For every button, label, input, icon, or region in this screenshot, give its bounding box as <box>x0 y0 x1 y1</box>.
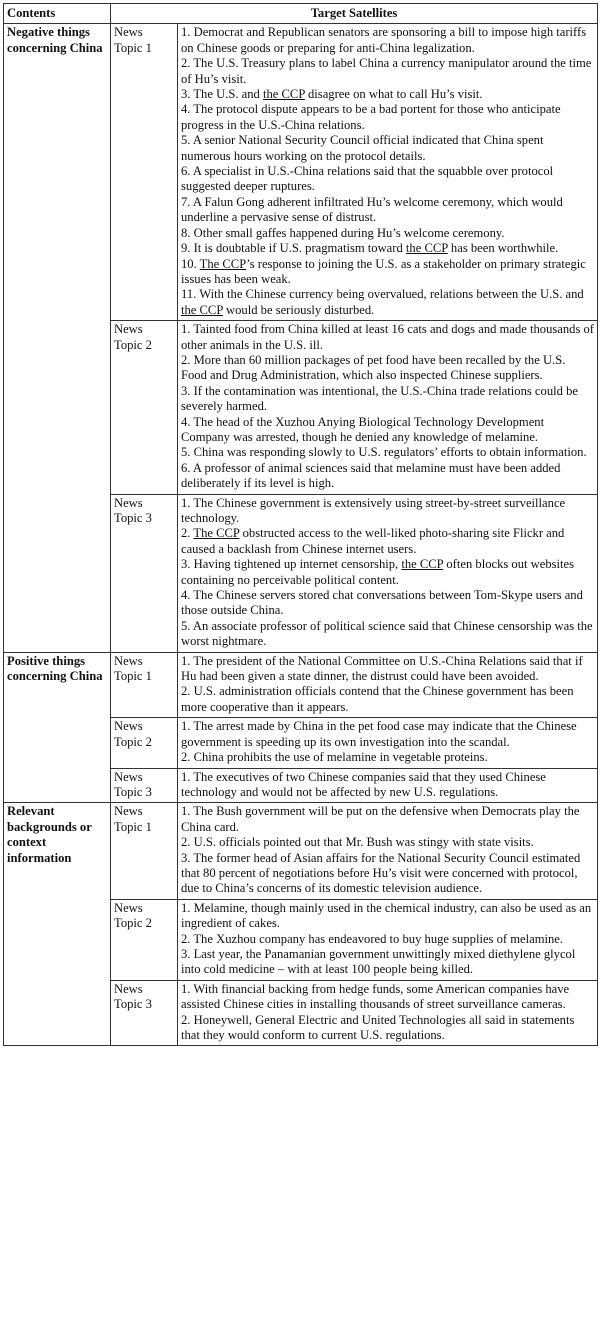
category-label: Relevant backgrounds or context information <box>4 803 111 1046</box>
list-item: 5. China was responding slowly to U.S. regulators’ efforts to obtain information. <box>181 445 587 460</box>
list-item: 1. With financial backing from hedge funds, some American companies have assisted Chinese cities in installing thousands of street surveillance cameras. <box>181 981 570 1012</box>
topic-label: News Topic 1 <box>111 652 178 718</box>
list-item: 3. Having tightened up internet censorship, the CCP often blocks out websites containing no perceivable political content. <box>181 557 575 587</box>
list-item: 3. The U.S. and the CCP disagree on what to call Hu’s visit. <box>181 87 483 102</box>
list-item: 2. China prohibits the use of melamine in vegetable proteins. <box>181 750 488 765</box>
list-item: 2. The CCP obstructed access to the well-liked photo-sharing site Flickr and caused a backlash from Chinese internet users. <box>181 526 565 556</box>
topic-items <box>178 24 598 321</box>
list-item: 2. U.S. administration officials contend that the Chinese government has been more cooperative than it appears. <box>181 684 574 714</box>
list-item: 1. The Bush government will be put on the defensive when Democrats play the China card. <box>181 804 580 834</box>
topic-label: News Topic 1 <box>111 803 178 899</box>
list-item: 8. Other small gaffes happened during Hu’s welcome ceremony. <box>181 225 505 240</box>
list-item: 4. The protocol dispute appears to be a bad portent for those who anticipate progress in the U.S.-China relations. <box>181 102 561 132</box>
list-item: 2. U.S. officials pointed out that Mr. Bush was stingy with state visits. <box>181 835 534 850</box>
topic-label: News Topic 3 <box>111 494 178 652</box>
list-item: 2. The Xuzhou company has endeavored to buy huge supplies of melamine. <box>181 931 564 946</box>
topic-label: News Topic 3 <box>111 980 178 1046</box>
list-item: 1. The Chinese government is extensively using street-by-street surveillance technology. <box>181 495 566 525</box>
content-table <box>3 3 598 1046</box>
list-item: 1. The arrest made by China in the pet food case may indicate that the Chinese government is speeding up its own investigation into the scandal. <box>181 719 577 749</box>
underlined-term: The CCP <box>193 526 240 541</box>
header-target-satellites: Target Satellites <box>111 4 598 24</box>
underlined-term: the CCP <box>401 557 444 572</box>
topic-items <box>178 321 598 494</box>
table-row <box>4 803 598 899</box>
list-item: 1. Melamine, though mainly used in the chemical industry, can also be used as an ingredient of cakes. <box>181 900 592 931</box>
underlined-term: The CCP <box>199 256 247 271</box>
list-item: 3. If the contamination was intentional, the U.S.-China trade relations could be severely harmed. <box>181 383 578 414</box>
list-item: 1. Tainted food from China killed at least 16 cats and dogs and made thousands of other animals in the U.S. ill. <box>181 322 594 352</box>
topic-label: News Topic 3 <box>111 768 178 803</box>
underlined-term: the CCP <box>262 87 305 102</box>
list-item: 10. The CCP’s response to joining the U.S. as a stakeholder on primary strategic issues has been weak. <box>181 256 586 286</box>
list-item: 1. Democrat and Republican senators are sponsoring a bill to impose high tariffs on Chinese goods or preparing for anti-China legalization. <box>181 25 587 55</box>
list-item: 6. A professor of animal sciences said that melamine must have been added deliberately if its level is high. <box>181 460 561 491</box>
topic-items <box>178 494 598 652</box>
list-item: 4. The head of the Xuzhou Anying Biological Technology Development Company was arrested, though he denied any knowledge of melamine. <box>181 414 545 444</box>
topic-items <box>178 899 598 980</box>
header-row <box>4 4 598 24</box>
underlined-term: the CCP <box>405 241 448 256</box>
list-item: 5. A senior National Security Council official indicated that China spent numerous hours working on the protocol details. <box>181 133 544 163</box>
list-item: 2. The U.S. Treasury plans to label China a currency manipulator around the time of Hu’s visit. <box>181 56 592 86</box>
list-item: 6. A specialist in U.S.-China relations said that the squabble over protocol suggested deeper ruptures. <box>181 164 554 194</box>
underlined-term: the CCP <box>181 302 223 317</box>
list-item: 2. Honeywell, General Electric and United Technologies all said in statements that they would conform to current U.S. regulations. <box>181 1012 575 1042</box>
table-body <box>4 24 598 1046</box>
category-label: Positive things concerning China <box>4 652 111 803</box>
table-row <box>4 652 598 718</box>
list-item: 3. Last year, the Panamanian government unwittingly mixed diethylene glycol into cold medicine – with at least 100 people being killed. <box>181 946 576 977</box>
list-item: 11. With the Chinese currency being overvalued, relations between the U.S. and the CCP would be seriously disturbed. <box>181 287 584 317</box>
topic-label: News Topic 2 <box>111 899 178 980</box>
header-contents: Contents <box>4 4 111 24</box>
topic-items <box>178 652 598 718</box>
topic-label: News Topic 2 <box>111 321 178 494</box>
topic-items <box>178 768 598 803</box>
table-row <box>4 24 598 321</box>
topic-items <box>178 980 598 1046</box>
topic-items <box>178 718 598 768</box>
topic-label: News Topic 1 <box>111 24 178 321</box>
topic-items <box>178 803 598 899</box>
category-label: Negative things concerning China <box>4 24 111 652</box>
topic-label: News Topic 2 <box>111 718 178 768</box>
list-item: 7. A Falun Gong adherent infiltrated Hu’s welcome ceremony, which would underline a pervasive sense of distrust. <box>181 194 563 225</box>
list-item: 1. The executives of two Chinese companies said that they used Chinese technology and would not be affected by new U.S. regulations. <box>181 769 546 799</box>
list-item: 4. The Chinese servers stored chat conversations between Tom-Skype users and those outside China. <box>181 588 583 618</box>
list-item: 9. It is doubtable if U.S. pragmatism toward the CCP has been worthwhile. <box>181 241 559 256</box>
list-item: 1. The president of the National Committee on U.S.-China Relations said that if Hu had been given a state dinner, the distrust could have been avoided. <box>181 653 583 684</box>
list-item: 5. An associate professor of political science said that Chinese censorship was the worst nightmare. <box>181 618 593 649</box>
list-item: 2. More than 60 million packages of pet food have been recalled by the U.S. Food and Drug Administration, which also inspected Chinese suppliers. <box>181 352 566 383</box>
list-item: 3. The former head of Asian affairs for the National Security Council estimated that 80 percent of negotiations before Hu’s visit were concerned with protocol, due to China’s concerns of its domestic television audience. <box>181 850 581 896</box>
